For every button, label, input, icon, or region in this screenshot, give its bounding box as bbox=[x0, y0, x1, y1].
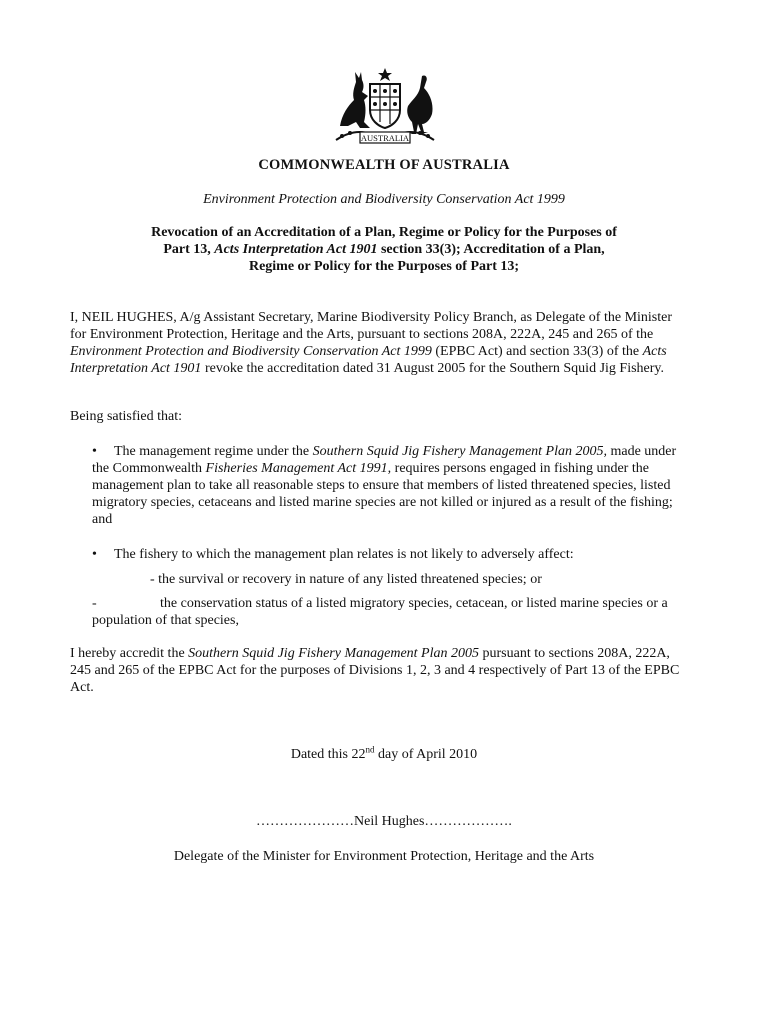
revocation-paragraph bbox=[70, 309, 690, 377]
heading-part: section 33(3); Accreditation of a Plan, bbox=[377, 242, 605, 257]
signature-line: …………………Neil Hughes………………. bbox=[256, 814, 512, 829]
text-run: pursuant to sections 208A, 222A, 245 and 265 of the EPBC Act for the purposes of Divisions 1, 2, 3 and 4 respectively of Part 13 of the EPBC Act. bbox=[70, 646, 680, 695]
coat-of-arms-icon bbox=[330, 66, 440, 148]
sub-item: - the survival or recovery in nature of any listed threatened species; or bbox=[150, 572, 542, 587]
text-run: the conservation status of a listed migratory species, cetacean, or listed marine species or a population of that species, bbox=[92, 596, 668, 628]
bullet-icon: • bbox=[92, 547, 97, 562]
text-run: I, NEIL HUGHES, A/g Assistant Secretary, Marine Biodiversity Policy Branch, as Delegate of the Minister for Environment Protection, Heritage and the Arts, pursuant to sections 208A, 222A, 245 and 265 of the bbox=[70, 310, 673, 342]
crest-scroll-label: AUSTRALIA bbox=[360, 133, 410, 143]
sub-item bbox=[92, 595, 688, 629]
act-reference: Environment Protection and Biodiversity Conservation Act 1999 bbox=[70, 344, 432, 359]
text-run: day of April 2010 bbox=[374, 747, 478, 762]
act-title: Environment Protection and Biodiversity Conservation Act 1999 bbox=[203, 192, 565, 207]
text-run: made under the Commonwealth bbox=[92, 444, 677, 476]
text-run: The fishery to which the management plan relates is not likely to adversely affect: bbox=[114, 547, 574, 562]
heading-act-reference: Acts Interpretation Act 1901 bbox=[214, 242, 378, 257]
bullet-icon: • bbox=[92, 444, 97, 459]
text-run: revoke the accreditation dated 31 August 2005 for the Southern Squid Jig Fishery. bbox=[201, 361, 664, 376]
heading-line-2 bbox=[0, 241, 768, 258]
plan-reference: Southern Squid Jig Fishery Management Plan 2005 bbox=[188, 646, 479, 661]
act-reference: Acts Interpretation Act 1901 bbox=[70, 344, 667, 376]
instrument-heading bbox=[0, 224, 768, 275]
heading-part: Part 13, bbox=[163, 242, 215, 257]
text-run: I hereby accredit the bbox=[70, 646, 189, 661]
plan-reference: Southern Squid Jig Fishery Management Plan 2005, bbox=[312, 444, 607, 459]
text-run: Dated this 22 bbox=[290, 747, 366, 762]
satisfied-paragraph: Being satisfied that: bbox=[70, 409, 182, 424]
document-title: COMMONWEALTH OF AUSTRALIA bbox=[258, 157, 510, 173]
text-run: requires persons engaged in fishing under the management plan to take all reasonable steps to ensure that members of listed threatened species, listed migratory species, cetaceans and listed marine species are not killed or injured as a result of the fishing; and bbox=[92, 461, 673, 527]
ordinal-suffix: nd bbox=[365, 744, 375, 755]
heading-line-3: Regime or Policy for the Purposes of Part 13; bbox=[248, 259, 520, 274]
act-reference: Fisheries Management Act 1991, bbox=[205, 461, 392, 476]
dash-marker: - bbox=[92, 596, 97, 611]
text-run: (EPBC Act) and section 33(3) of the bbox=[431, 344, 643, 359]
date-line bbox=[0, 746, 768, 763]
bullet-item bbox=[92, 443, 688, 528]
delegate-title: Delegate of the Minister for Environment Protection, Heritage and the Arts bbox=[173, 849, 595, 864]
bullet-item bbox=[92, 546, 688, 563]
heading-line-1: Revocation of an Accreditation of a Plan, Regime or Policy for the Purposes of bbox=[151, 225, 617, 240]
accreditation-paragraph bbox=[70, 645, 690, 696]
text-run: The management regime under the bbox=[114, 444, 313, 459]
